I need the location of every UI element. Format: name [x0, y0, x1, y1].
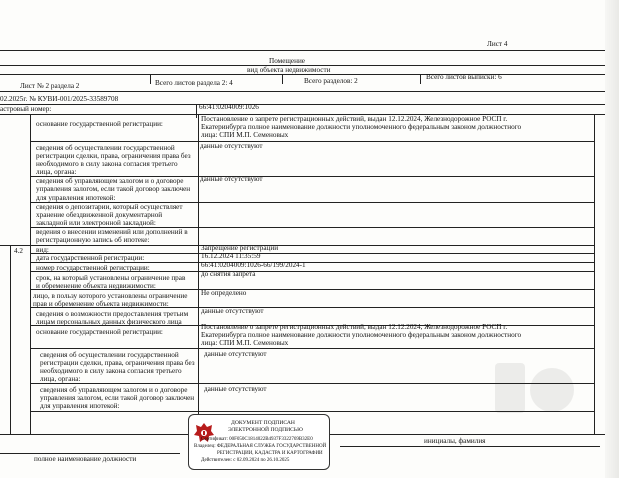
divider [198, 114, 199, 434]
divider [282, 74, 283, 84]
divider [30, 141, 594, 142]
pledge-label-line: для управления ипотекой: [40, 402, 120, 410]
term-label-line: и обременение объекта недвижимости: [36, 282, 156, 290]
deal-value: данные отсутствуют [204, 350, 267, 358]
deal-label-line: регистрации сделки, права, ограничения права без [40, 359, 195, 367]
basis-value-line: Постановление о запрете регистрационных действий, выдан 12.12.2024, Железнодорожное РОСП г. [201, 323, 508, 331]
total-sheets-section: Всего листов раздела 2: 4 [155, 79, 233, 87]
basis-value-line: лица: СПИ М.П. Семеновых [201, 339, 289, 347]
signature-line [340, 446, 600, 447]
personal-data-value: данные отсутствуют [201, 307, 264, 315]
stamp-certificate: Сертификат: 00F050C1814022B4937F3322769B32E0 [201, 437, 313, 442]
divider [0, 74, 605, 75]
divider [10, 245, 11, 435]
divider [150, 74, 151, 84]
total-sections: Всего разделов: 2 [304, 77, 358, 85]
beneficiary-label-line: лицо, в пользу которого установлены ограничение [33, 292, 188, 300]
divider [0, 245, 594, 246]
position-caption: полное наименование должности [34, 455, 137, 463]
section-title: Помещение [269, 57, 305, 65]
basis-value-line: Екатеринбурга полное наименование должности уполномоченного федеральным законом должностного [201, 123, 522, 131]
divider [0, 91, 605, 92]
document-number: 02.2025г. № КУВИ-001/2025-33589708 [0, 95, 119, 103]
divider [30, 262, 594, 263]
divider [30, 307, 594, 308]
personal-data-label-line: лицам персональных данных физического лица [36, 318, 182, 326]
page-edge [605, 0, 619, 478]
stamp-owner: РЕГИСТРАЦИИ, КАДАСТРА И КАРТОГРАФИИ [217, 451, 323, 456]
pledge-label-line: управления залогом, если такой договор заключен [40, 394, 195, 402]
section-number: 4.2 [14, 247, 23, 255]
pledge-label-line: сведения об управляющем залогом и о договоре [40, 386, 188, 394]
stamp-validity: Действителен: с 02.09.2024 по 26.10.2025 [201, 458, 290, 463]
basis-label: основание государственной регистрации: [36, 328, 163, 336]
stamp-owner: Владелец: ФЕДЕРАЛЬНАЯ СЛУЖБА ГОСУДАРСТВЕННОЙ [194, 444, 327, 449]
divider [594, 114, 595, 434]
sheet-of-section: Лист № 2 раздела 2 [20, 82, 80, 90]
deal-label-line: лица, органа: [40, 375, 81, 383]
reg-date-label: дата государственной регистрации: [36, 254, 145, 262]
pledge-value: данные отсутствуют [200, 175, 263, 183]
divider [30, 348, 594, 349]
cadastral-label: астровый номер: [0, 105, 52, 113]
pledge-label-line: для управления ипотекой: [36, 194, 116, 202]
pledge-label-line: сведения об управляющем залогом и о договоре [36, 177, 184, 185]
divider [30, 114, 31, 434]
deal-label-line: лица, органа: [36, 168, 77, 176]
kind-label: вид: [36, 246, 49, 254]
deal-label-line: регистрации сделки, права, ограничения права без [36, 152, 191, 160]
divider [30, 271, 594, 272]
basis-value-line: Постановление о запрете регистрационных действий, выдан 12.12.2024, Железнодорожное РОСП г. [201, 115, 508, 123]
depository-label-line: закладной или электронной закладной: [36, 219, 156, 227]
deal-value: данные отсутствуют [200, 142, 263, 150]
initials-caption: инициалы, фамилия [424, 437, 486, 445]
depository-label-line: хранение обездвиженной документарной [36, 211, 163, 219]
basis-value-line: лица: СПИ М.П. Семеновых [201, 131, 289, 139]
divider [0, 104, 605, 105]
divider [420, 74, 421, 84]
term-value: до снятия запрета [201, 270, 256, 278]
divider [30, 289, 594, 290]
pledge-value: данные отсутствуют [204, 385, 267, 393]
stamp-subtitle: ЭЛЕКТРОННОЙ ПОДПИСЬЮ [228, 427, 303, 433]
basis-value-line: Екатеринбурга полное наименование должности уполномоченного федеральным законом должностного [201, 331, 522, 339]
beneficiary-label-line: прав и обременение объекта недвижимости: [33, 300, 169, 308]
pledge-label-line: управления залогом, если такой договор заключен [36, 185, 191, 193]
deal-label-line: необходимого в силу закона согласия третьего [36, 160, 178, 168]
e-signature-stamp [188, 414, 330, 470]
mortgage-changes-label-line: ведения о внесении изменений или дополнений в [36, 228, 188, 236]
stamp-title: ДОКУМЕНТ ПОДПИСАН [231, 420, 295, 426]
reg-number-value: 66:41:0204009:1026-66/199/2024-1 [201, 261, 306, 269]
kind-value: Запрещение регистрации [201, 244, 279, 252]
depository-label-line: сведения о депозитарии, который осуществляет [36, 203, 183, 211]
divider [196, 104, 197, 118]
term-label-line: срок, на который установлены ограничение прав [36, 274, 186, 282]
personal-data-label-line: сведения о возможности предоставления третьим [36, 310, 189, 318]
deal-label-line: сведения об осуществлении государственной [40, 351, 179, 359]
deal-label-line: необходимого в силу закона согласия третьего [40, 367, 182, 375]
reg-number-label: номер государственной регистрации: [36, 264, 150, 272]
basis-label: основание государственной регистрации: [36, 120, 163, 128]
beneficiary-value: Не определено [201, 289, 247, 297]
signature-line [0, 453, 180, 454]
sheet-number: Лист 4 [487, 40, 508, 48]
deal-label-line: сведения об осуществлении государственной [36, 144, 175, 152]
watermark-graphic [490, 355, 580, 425]
object-type-caption: вид объекта недвижимости [247, 66, 331, 74]
cadastral-number: 66:41:0204009:1026 [199, 103, 259, 111]
total-sheets-extract: Всего листов выписки: 6 [426, 73, 502, 81]
divider [0, 50, 605, 51]
mortgage-changes-label-line: регистрационную запись об ипотеке: [36, 236, 150, 244]
reg-date-value: 16.12.2024 11:35:59 [201, 252, 261, 260]
